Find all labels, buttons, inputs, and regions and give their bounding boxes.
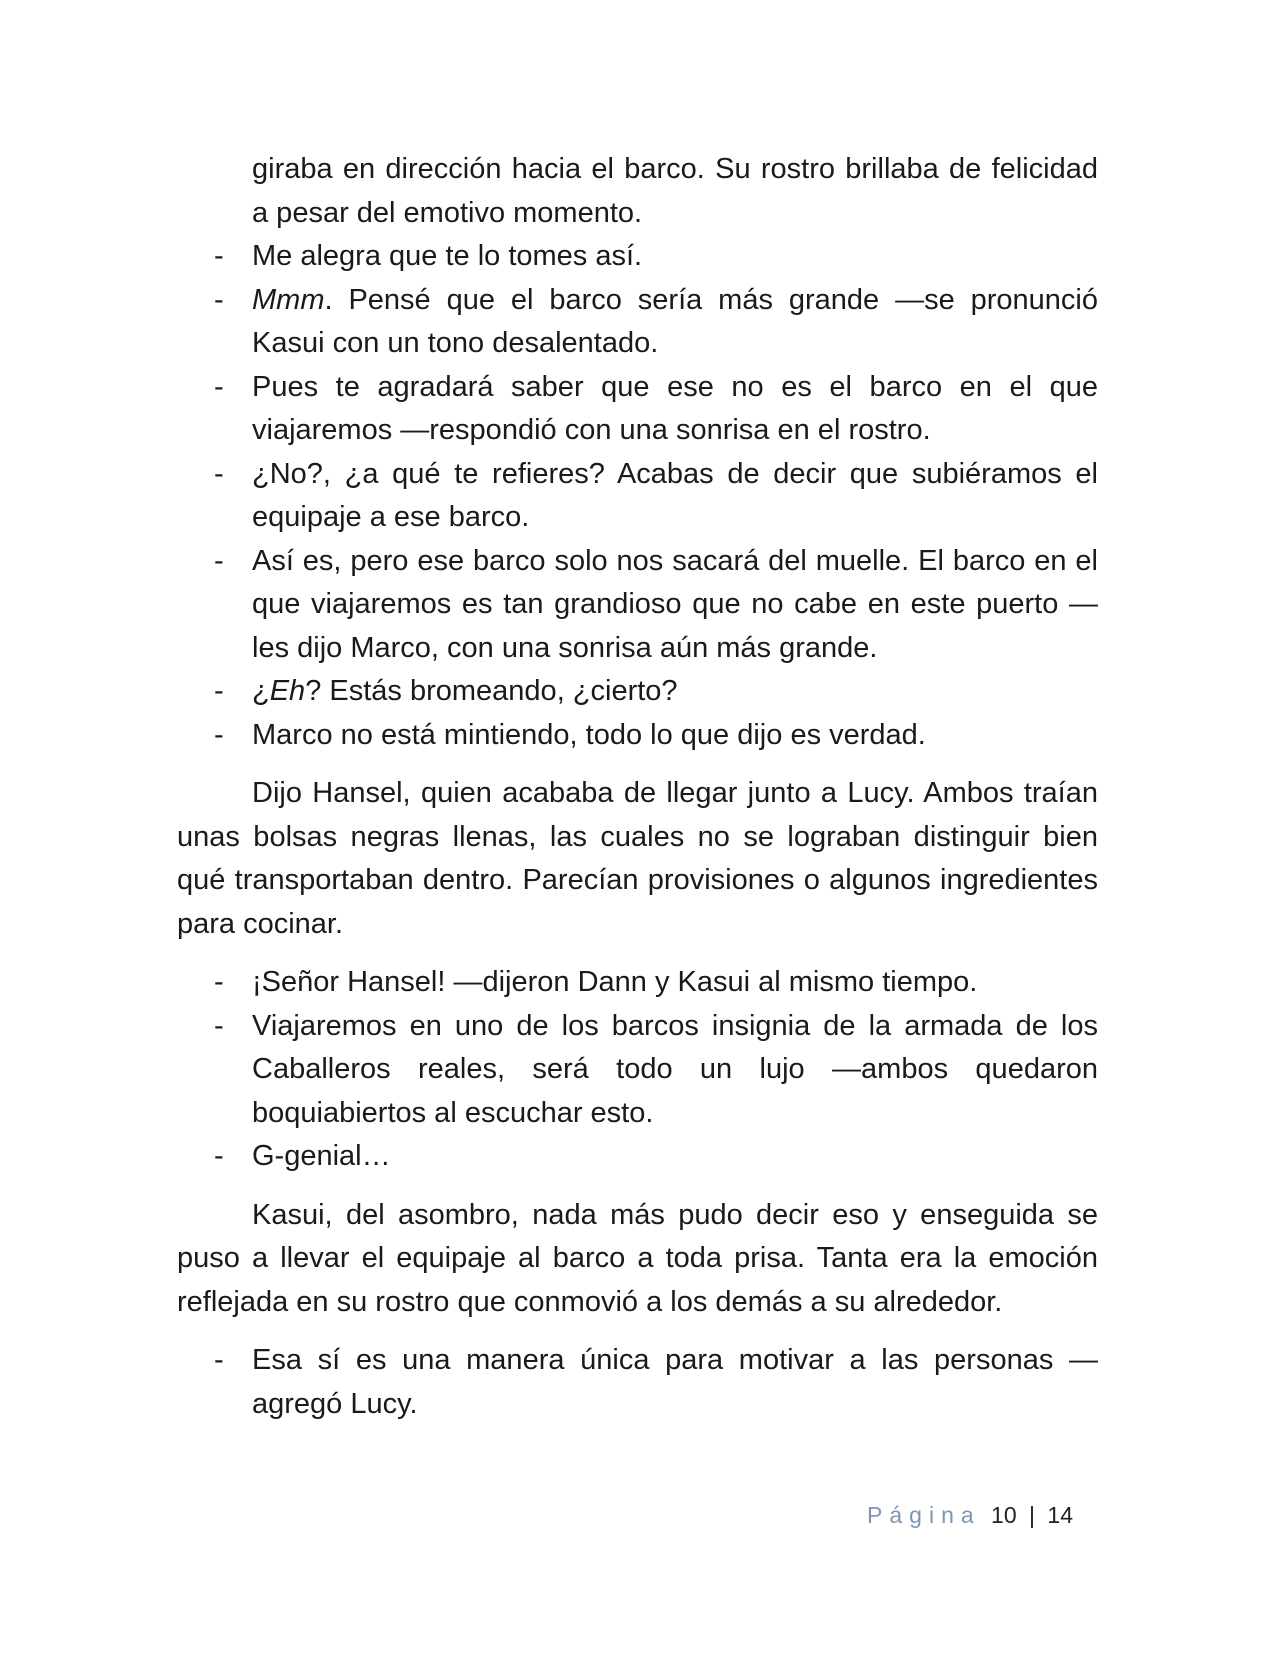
dialogue-dash: - [214,675,224,707]
dialogue-line [177,714,1098,758]
current-page-number: 10 [991,1502,1017,1528]
dialogue-line [177,670,1098,714]
dialogue-text: Así es, pero ese barco solo nos sacará del muelle. El barco en el que viajaremos es tan grandioso que no cabe en este puerto —les dijo Marco, con una sonrisa aún más grande. [252,544,1098,664]
page-footer [0,1500,1073,1530]
page-separator: | [1029,1502,1036,1528]
dialogue-text: ¡Señor Hansel! —dijeron Dann y Kasui al mismo tiempo. [252,966,978,998]
dialogue-dash: - [214,1344,224,1376]
dialogue-dash: - [214,457,224,490]
narrative-paragraph: Kasui, del asombro, nada más pudo decir eso y enseguida se puso a llevar el equipaje al barco a toda prisa. Tanta era la emoción reflejada en su rostro que conmovió a los demás a su alrededor. [177,1198,1098,1318]
narrative-paragraph: Dijo Hansel, quien acababa de llegar junto a Lucy. Ambos traían unas bolsas negras llenas, las cuales no se lograban distinguir bien qué transportaban dentro. Parecían provisiones o algunos ingredientes para cocinar. [177,777,1098,940]
dialogue-dash: - [214,718,224,751]
dialogue-group [177,1339,1098,1426]
dialogue-dash: - [214,966,224,998]
dialogue-text: Viajaremos en uno de los barcos insignia de la armada de los Caballeros reales, será todo un lujo —ambos quedaron boquiabiertos al escuchar esto. [252,1009,1098,1129]
dialogue-line [177,961,1098,1005]
dialogue-line [177,235,1098,279]
total-page-count: 14 [1047,1502,1073,1528]
dialogue-line [177,1339,1098,1426]
dialogue-group [177,961,1098,1179]
page-body [177,148,1098,1426]
dialogue-dash: - [214,1140,224,1172]
dialogue-text: Mmm. Pensé que el barco sería más grande —se pronunció Kasui con un tono desalentado. [252,283,1098,359]
dialogue-line [177,1005,1098,1136]
dialogue-dash: - [214,1009,224,1042]
dialogue-line [177,279,1098,366]
dialogue-group [177,235,1098,757]
dialogue-text: ¿No?, ¿a qué te refieres? Acabas de decir que subiéramos el equipaje a ese barco. [252,457,1098,533]
dialogue-line [177,453,1098,540]
dialogue-text: ¿Eh? Estás bromeando, ¿cierto? [252,675,678,707]
dialogue-text: Pues te agradará saber que ese no es el barco en el que viajaremos —respondió con una sonrisa en el rostro. [252,370,1098,446]
dialogue-text: G-genial… [252,1140,391,1172]
dialogue-dash: - [214,240,224,272]
dialogue-text: Me alegra que te lo tomes así. [252,240,643,272]
dialogue-text: Marco no está mintiendo, todo lo que dijo es verdad. [252,718,926,751]
dialogue-line [177,540,1098,671]
dialogue-dash: - [214,370,224,403]
dialogue-text: Esa sí es una manera única para motivar a las personas —agregó Lucy. [252,1344,1098,1420]
dialogue-dash: - [214,283,224,316]
dialogue-line [177,366,1098,453]
dialogue-dash: - [214,544,224,577]
dialogue-line [177,1135,1098,1179]
page-label: Página [867,1502,981,1528]
continued-dialogue-text: giraba en dirección hacia el barco. Su rostro brillaba de felicidad a pesar del emotivo momento. [252,153,1098,229]
